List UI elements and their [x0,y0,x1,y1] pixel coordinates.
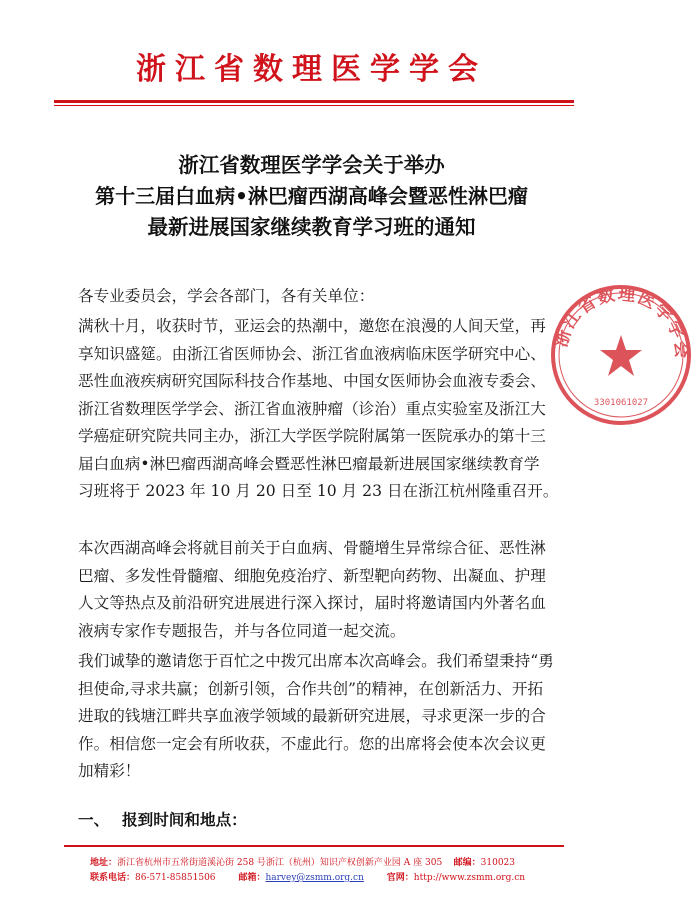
paragraph-invitation [78,313,559,506]
paragraph-line: 本次西湖高峰会将就目前关于白血病、骨髓增生异常综合征、恶性淋 [78,539,546,557]
notice-title-line-2: 第十三届白血病•淋巴瘤西湖高峰会暨恶性淋巴瘤 [95,184,528,208]
paragraph-line: 恶性血液疾病研究国际科技合作基地、中国女医师协会血液专委会、 [78,372,546,390]
footer-phone: 86-571-85851506 [135,873,216,883]
paragraph-line: 我们诚挚的邀请您于百忙之中拨冗出席本次高峰会。我们希望秉持“勇 [78,652,554,670]
section-heading-registration [78,808,247,830]
paragraph-line: 加精彩！ [78,762,141,780]
footer-address-label: 地址： [90,858,118,868]
paragraph-line: 浙江省数理医学学会、浙江省血液肿瘤（诊治）重点实验室及浙江大 [78,399,546,418]
svg-text:浙江省数理医学学会: 浙江省数理医学学会 [551,284,692,361]
footer-email-label: 邮箱： [238,873,266,883]
letterhead-rule-thin [54,105,574,106]
paragraph-line: 巴瘤、多发性骨髓瘤、细胞免疫治疗、新型靶向药物、出凝血、护理 [78,566,546,585]
paragraph-line: 享知识盛筵。由浙江省医师协会、浙江省血液病临床医学研究中心、 [78,344,546,363]
footer-email-link[interactable]: harvey@zsmm.org.cn [265,873,364,883]
paragraph-closing [78,648,554,786]
paragraph-line: 液病专家作专题报告，并与各位同道一起交流。 [78,621,406,640]
footer-postcode: 310023 [480,858,516,868]
footer-phone-label: 联系电话： [90,873,136,883]
footer-website-link[interactable]: http://www.zsmm.org.cn [413,873,526,883]
paragraph-line: 作。相信您一定会有所收获，不虚此行。您的出席将会使本次会议更 [78,734,546,753]
paragraph-line: 满秋十月，收获时节，亚运会的热潮中，邀您在浪漫的人间天堂，再 [78,317,546,335]
letterhead-rule-thick [54,100,574,103]
paragraph-line: 进取的钱塘江畔共享血液学领域的最新研究进展，寻求更深一步的合 [78,707,546,725]
footer-rule [64,845,564,847]
footer-contact-line [90,871,525,885]
footer-website-label: 官网： [386,873,414,883]
notice-title-line-3: 最新进展国家继续教育学习班的通知 [147,215,476,239]
official-seal-icon [546,280,696,430]
section-title: 报到时间和地点： [122,811,247,829]
paragraph-topics [78,535,546,645]
svg-text:3301061027: 3301061027 [593,398,649,408]
paragraph-line: 学癌症研究院共同主办，浙江大学医学院附属第一医院承办的第十三 [78,427,546,445]
letterhead-org-name: 浙江省数理医学学会 [136,52,487,87]
paragraph-line: 担使命,寻求共赢；创新引领，合作共创”的精神，在创新活力、开拓 [78,679,544,698]
notice-title-line-1: 浙江省数理医学学会关于举办 [178,153,445,177]
paragraph-line: 届白血病•淋巴瘤西湖高峰会暨恶性淋巴瘤最新进展国家继续教育学 [78,454,540,473]
paragraph-line: 人文等热点及前沿研究进展进行深入探讨，届时将邀请国内外著名血 [78,594,546,612]
section-number: 一、 [78,811,110,829]
salutation: 各专业委员会，学会各部门，各有关单位： [78,287,375,305]
footer-postcode-label: 邮编： [453,858,481,868]
footer-address-line [90,856,515,870]
footer-address: 浙江省杭州市五常街道溪沁街 258 号浙江（杭州）知识产权创新产业园 A 座 305 [117,858,443,868]
paragraph-line: 习班将于 2023 年 10 月 20 日至 10 月 23 日在浙江杭州隆重召开。 [78,482,559,500]
